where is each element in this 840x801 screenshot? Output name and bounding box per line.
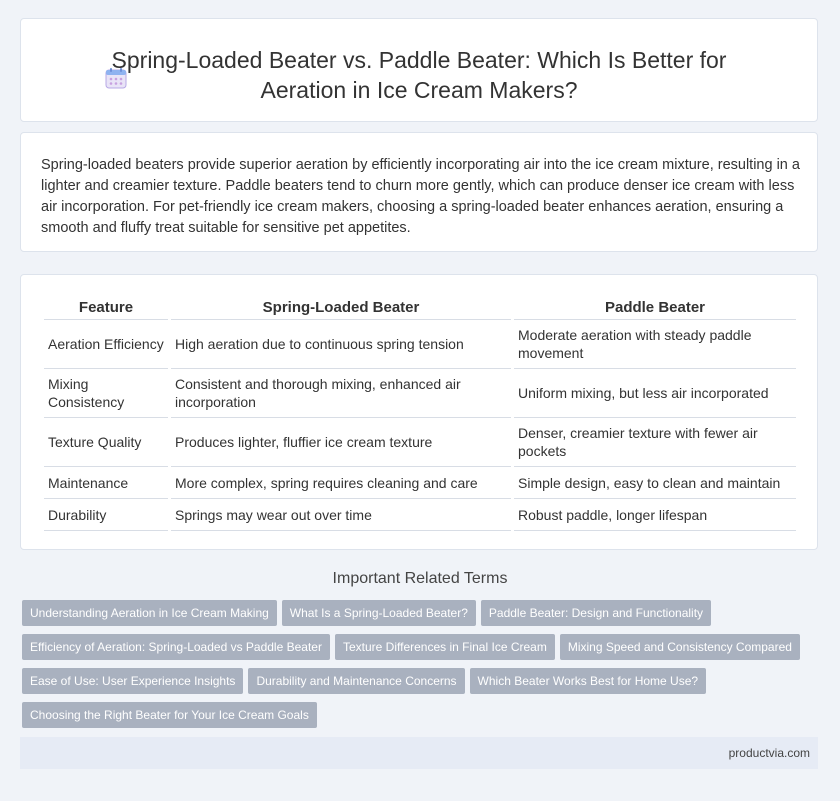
- header-feature: Feature: [44, 295, 168, 320]
- row-feature: Mixing Consistency: [44, 369, 168, 418]
- related-term-tag[interactable]: Understanding Aeration in Ice Cream Making: [22, 600, 277, 626]
- row-spring-loaded: Consistent and thorough mixing, enhanced air incorporation: [171, 369, 511, 418]
- table-row: [44, 467, 796, 499]
- header-spring-loaded: Spring-Loaded Beater: [171, 295, 511, 320]
- row-paddle: Denser, creamier texture with fewer air pockets: [514, 418, 796, 467]
- header-paddle: Paddle Beater: [514, 295, 796, 320]
- row-spring-loaded: Produces lighter, fluffier ice cream texture: [171, 418, 511, 467]
- comparison-card: [20, 274, 818, 550]
- related-term-tag[interactable]: Durability and Maintenance Concerns: [248, 668, 464, 694]
- row-paddle: Moderate aeration with steady paddle movement: [514, 320, 796, 369]
- comparison-table: [41, 295, 799, 531]
- related-term-tag[interactable]: Ease of Use: User Experience Insights: [22, 668, 243, 694]
- related-term-tag[interactable]: Which Beater Works Best for Home Use?: [470, 668, 707, 694]
- header-card: [20, 18, 818, 122]
- page-title: Spring-Loaded Beater vs. Paddle Beater: Which Is Better for Aeration in Ice Cream Makers?: [111, 47, 727, 103]
- related-term-tag[interactable]: What Is a Spring-Loaded Beater?: [282, 600, 476, 626]
- table-row: [44, 369, 796, 418]
- related-terms-list: [22, 600, 822, 736]
- row-paddle: Uniform mixing, but less air incorporated: [514, 369, 796, 418]
- row-feature: Texture Quality: [44, 418, 168, 467]
- summary-text: Spring-loaded beaters provide superior aeration by efficiently incorporating air into the ice cream mixture, resulting in a lighter and creamier texture. Paddle beaters tend to churn more gently, which can produce denser ice cream with less air incorporation. For pet-friendly ice cream makers, choosing a spring-loaded beater enhances aeration, ensuring a smooth and fluffy treat suitable for sensitive pet appetites.: [41, 157, 800, 236]
- row-feature: Aeration Efficiency: [44, 320, 168, 369]
- row-feature: Maintenance: [44, 467, 168, 499]
- row-spring-loaded: More complex, spring requires cleaning and care: [171, 467, 511, 499]
- summary-card: [20, 132, 818, 252]
- row-paddle: Robust paddle, longer lifespan: [514, 499, 796, 531]
- footer: [20, 737, 818, 769]
- related-terms-title: Important Related Terms: [332, 570, 508, 587]
- related-term-tag[interactable]: Paddle Beater: Design and Functionality: [481, 600, 711, 626]
- related-term-tag[interactable]: Efficiency of Aeration: Spring-Loaded vs Paddle Beater: [22, 634, 330, 660]
- table-row: [44, 499, 796, 531]
- table-header-row: [44, 295, 796, 320]
- table-row: [44, 320, 796, 369]
- table-row: [44, 418, 796, 467]
- related-term-tag[interactable]: Texture Differences in Final Ice Cream: [335, 634, 555, 660]
- related-term-tag[interactable]: Choosing the Right Beater for Your Ice Cream Goals: [22, 702, 317, 728]
- row-feature: Durability: [44, 499, 168, 531]
- row-spring-loaded: High aeration due to continuous spring tension: [171, 320, 511, 369]
- row-paddle: Simple design, easy to clean and maintain: [514, 467, 796, 499]
- footer-site-link[interactable]: productvia.com: [728, 746, 810, 760]
- related-term-tag[interactable]: Mixing Speed and Consistency Compared: [560, 634, 800, 660]
- row-spring-loaded: Springs may wear out over time: [171, 499, 511, 531]
